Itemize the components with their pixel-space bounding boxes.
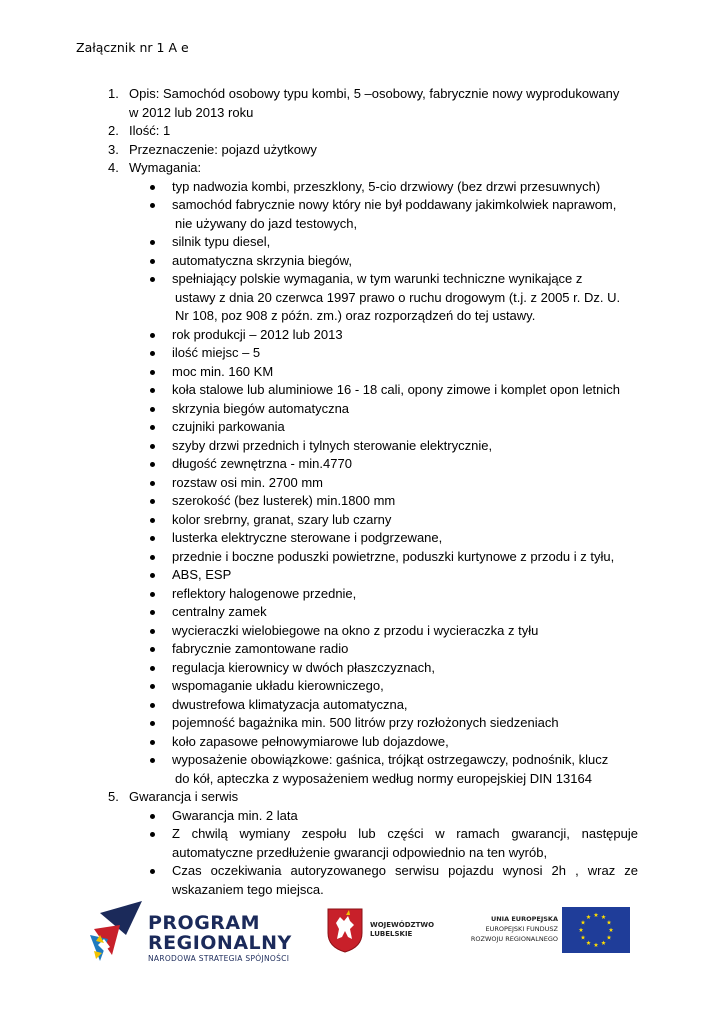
bullet-icon [150,758,155,763]
item-number: 4. [108,160,119,175]
requirement-item: koła stalowe lub aluminiowe 16 - 18 cali, opony zimowe i komplet opon letnich [172,382,621,397]
coat-of-arms-icon [326,907,364,953]
bullet-icon [150,518,155,523]
bullet-icon [150,240,155,245]
bullet-icon [150,259,155,264]
requirement-item: przednie i boczne poduszki powietrzne, poduszki kurtynowe z przodu i z tyłu, [172,548,615,564]
bullet-icon [150,499,155,504]
warranty-item: Z chwilą wymiany zespołu lub części w ramach gwarancji, następuje [172,826,638,841]
requirement-item: szyby drzwi przednich i tylnych sterowanie elektrycznie, [172,437,493,453]
bullet-icon [150,832,155,837]
item-number: 5. [108,789,119,804]
bullet-icon [150,351,155,356]
item-number: 3. [108,141,119,157]
requirement-item: lusterka elektryczne sterowane i podgrzewane, [172,530,443,545]
requirement-item: wyposażenie obowiązkowe: gaśnica, trójkąt ostrzegawczy, podnośnik, klucz [172,752,609,767]
requirement-item: skrzynia biegów automatyczna [172,400,350,416]
footer-logos [0,890,725,970]
bullet-icon [150,462,155,467]
bullet-icon [150,203,155,208]
bullet-icon [150,869,155,874]
bullet-icon [150,277,155,282]
eu-flag-icon [562,907,630,953]
requirement-item: Nr 108, poz 908 z późn. zm.) oraz rozporządzeń do tej ustawy. [175,308,536,323]
requirement-item: dwustrefowa klimatyzacja automatyczna, [172,696,408,712]
requirement-item: fabrycznie zamontowane radio [172,641,349,656]
item-number: 1. [108,86,119,101]
requirement-item: silnik typu diesel, [172,234,271,249]
requirement-item: typ nadwozia kombi, przeszklony, 5-cio drzwiowy (bez drzwi przesuwnych) [172,178,601,194]
bullet-icon [150,684,155,689]
bullet-icon [150,647,155,652]
strategy-subtitle: NARODOWA STRATEGIA SPÓJNOŚCI [148,954,290,963]
item-5-text: Gwarancja i serwis [129,789,239,804]
warranty-item: automatyczne przedłużenie gwarancji odpowiednio na ten wyrób, [172,844,548,860]
requirement-item: regulacja kierownicy w dwóch płaszczyznach, [172,659,436,675]
wojewodztwo-lubelskie-logo [326,905,436,955]
requirement-item: wycieraczki wielobiegowe na okno z przodu i wycieraczka z tyłu [172,622,539,638]
regionalny-title: REGIONALNY [148,932,292,954]
bullet-icon [150,555,155,560]
bullet-icon [150,592,155,597]
attachment-label: Załącznik nr 1 A e [76,40,189,55]
bullet-icon [150,703,155,708]
bullet-icon [150,388,155,393]
requirement-item: rozstaw osi min. 2700 mm [172,474,323,490]
requirement-item: czujniki parkowania [172,419,285,434]
item-4-text: Wymagania: [129,160,202,175]
requirement-item: ABS, ESP [172,567,232,582]
requirement-item: samochód fabrycznie nowy który nie był poddawany jakimkolwiek naprawom, [172,197,617,212]
requirement-item: spełniający polskie wymagania, w tym warunki techniczne wynikające z [172,271,583,286]
warranty-item: Czas oczekiwania autoryzowanego serwisu pojazdu wynosi 2h , wraz ze [172,863,638,878]
requirement-item: do kół, apteczka z wyposażeniem według normy europejskiej DIN 13164 [175,770,592,786]
bullet-icon [150,444,155,449]
bullet-icon [150,536,155,541]
requirement-item: kolor srebrny, granat, szary lub czarny [172,511,392,527]
bullet-icon [150,610,155,615]
requirement-item: reflektory halogenowe przednie, [172,585,357,601]
warranty-item: Gwarancja min. 2 lata [172,807,298,823]
bullet-icon [150,573,155,578]
requirement-item: moc min. 160 KM [172,363,274,379]
program-title: PROGRAM [148,912,261,934]
program-regionalny-logo [90,895,310,965]
bullet-icon [150,814,155,819]
requirement-item: pojemność bagażnika min. 500 litrów przy rozłożonych siedzeniach [172,715,559,730]
requirement-item: szerokość (bez lusterek) min.1800 mm [172,493,396,508]
item-1-line1: Opis: Samochód osobowy typu kombi, 5 –osobowy, fabrycznie nowy wyprodukowany [129,86,620,101]
requirement-item: wspomaganie układu kierowniczego, [172,678,384,693]
item-number: 2. [108,123,119,138]
woj-line2: LUBELSKIE [370,930,413,938]
bullet-icon [150,370,155,375]
bullet-icon [150,629,155,634]
eu-line1: UNIA EUROPEJSKA [490,915,558,923]
requirement-item: centralny zamek [172,604,267,619]
item-3-text: Przeznaczenie: pojazd użytkowy [129,141,317,157]
requirement-item: automatyczna skrzynia biegów, [172,252,352,268]
requirement-item: długość zewnętrzna - min.4770 [172,456,352,471]
requirement-item: ustawy z dnia 20 czerwca 1997 prawo o ruchu drogowym (t.j. z 2005 r. Dz. U. [175,289,621,305]
item-1-line2: w 2012 lub 2013 roku [129,104,254,120]
bullet-icon [150,666,155,671]
requirement-item: rok produkcji – 2012 lub 2013 [172,326,343,342]
requirement-item: nie używany do jazd testowych, [175,215,358,231]
bullet-icon [150,333,155,338]
bullet-icon [150,721,155,726]
bullet-icon [150,481,155,486]
requirement-item: koło zapasowe pełnowymiarowe lub dojazdowe, [172,733,449,749]
requirement-item: ilość miejsc – 5 [172,345,261,360]
bullet-icon [150,425,155,430]
woj-line1: WOJEWÓDZTWO [370,921,435,929]
eu-line2: EUROPEJSKI FUNDUSZ [485,925,558,933]
bullet-icon [150,407,155,412]
eu-logo [458,907,638,957]
bullet-icon [150,740,155,745]
bullet-icon [150,185,155,190]
eu-line3: ROZWOJU REGIONALNEGO [470,935,558,943]
item-2-text: Ilość: 1 [129,123,171,138]
warranty-item: wskazaniem tego miejsca. [172,881,324,897]
program-regionalny-emblem-icon [90,895,146,965]
